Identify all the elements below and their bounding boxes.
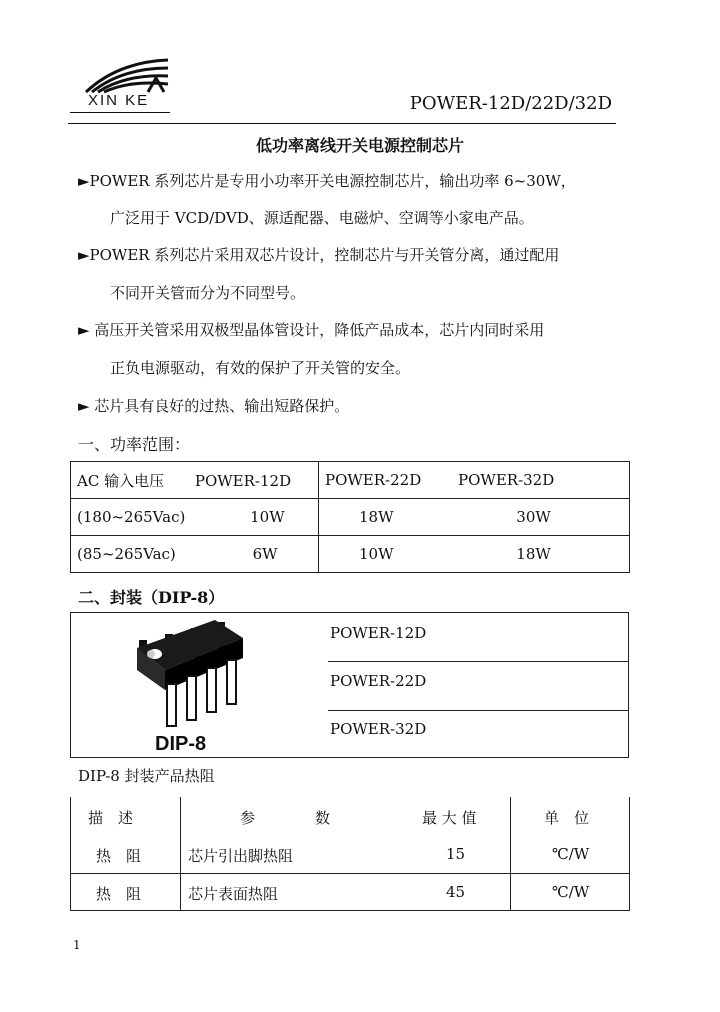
table-cell bbox=[71, 499, 319, 536]
logo-arc-icon bbox=[78, 52, 178, 96]
row-1-parameter: 芯片引出脚热阻 bbox=[188, 847, 294, 865]
row-value-12d: 6W bbox=[252, 545, 278, 563]
header-rule bbox=[68, 123, 616, 124]
row-1-description: 热 阻 bbox=[96, 847, 142, 865]
power-range-table bbox=[70, 461, 630, 573]
thermal-table bbox=[70, 797, 630, 911]
page-number: 1 bbox=[73, 938, 81, 952]
package-model-2: POWER-22D bbox=[330, 672, 427, 690]
row-value-22d: 10W bbox=[359, 545, 394, 563]
bullet-2-line-2: 不同开关管而分为不同型号。 bbox=[110, 284, 306, 302]
row-value-12d: 10W bbox=[250, 508, 285, 526]
row-2-max-value: 45 bbox=[446, 883, 466, 901]
table-cell bbox=[319, 462, 630, 499]
row-1-max-value: 15 bbox=[446, 845, 466, 863]
package-model-1: POWER-12D bbox=[330, 624, 427, 642]
section-power-range-heading: 一、功率范围： bbox=[78, 435, 191, 454]
row-value-32d: 30W bbox=[516, 508, 551, 526]
dip8-chip-image bbox=[125, 618, 255, 734]
table-header-row bbox=[71, 462, 630, 499]
package-divider bbox=[328, 612, 329, 758]
chip-label: DIP-8 bbox=[155, 733, 207, 755]
bullet-3-line-2: 正负电源驱动，有效的保护了开关管的安全。 bbox=[110, 359, 411, 377]
table-cell bbox=[71, 462, 319, 499]
header-max-value: 最 大 值 bbox=[422, 809, 477, 827]
package-row-divider bbox=[328, 710, 629, 711]
bullet-1-line-2: 广泛用于 VCD/DVD、源适配器、电磁炉、空调等小家电产品。 bbox=[110, 209, 534, 227]
header-unit: 单 位 bbox=[544, 809, 590, 827]
row-2-parameter: 芯片表面热阻 bbox=[188, 885, 279, 903]
bullet-2-line-1: ►POWER 系列芯片采用双芯片设计，控制芯片与开关管分离，通过配用 bbox=[78, 246, 560, 264]
logo-underline bbox=[70, 112, 170, 113]
bullet-4-line-1: ► 芯片具有良好的过热、输出短路保护。 bbox=[78, 397, 350, 415]
row-voltage: (85~265Vac) bbox=[77, 545, 176, 563]
package-model-3: POWER-32D bbox=[330, 720, 427, 738]
bullet-3-line-1: ► 高压开关管采用双极型晶体管设计，降低产品成本，芯片内同时采用 bbox=[78, 321, 545, 339]
package-row-divider bbox=[328, 661, 629, 662]
row-value-32d: 18W bbox=[516, 545, 551, 563]
row-voltage: (180~265Vac) bbox=[77, 508, 186, 526]
bullet-1-line-1: ►POWER 系列芯片是专用小功率开关电源控制芯片，输出功率 6~30W， bbox=[78, 172, 576, 190]
row-value-22d: 18W bbox=[359, 508, 394, 526]
table-row bbox=[71, 536, 630, 573]
header-power-32d: POWER-32D bbox=[458, 471, 555, 489]
header-ac-input: AC 输入电压 bbox=[77, 471, 165, 490]
document-title: POWER-12D/22D/32D bbox=[409, 93, 612, 114]
row-1-unit: ℃/W bbox=[552, 845, 590, 863]
section-package-heading: 二、封装（DIP-8） bbox=[78, 588, 225, 607]
header-power-12d: POWER-12D bbox=[194, 471, 292, 490]
row-2-description: 热 阻 bbox=[96, 885, 142, 903]
row-2-unit: ℃/W bbox=[552, 883, 590, 901]
table-cell bbox=[319, 499, 630, 536]
thermal-caption: DIP-8 封装产品热阻 bbox=[78, 767, 215, 785]
header-parameter: 参 数 bbox=[240, 809, 331, 827]
table-row bbox=[71, 499, 630, 536]
logo-text: XIN KE bbox=[88, 92, 150, 109]
header-power-22d: POWER-22D bbox=[325, 471, 422, 489]
page-title: 低功率离线开关电源控制芯片 bbox=[255, 136, 464, 155]
header-description: 描 述 bbox=[88, 809, 134, 827]
table-cell bbox=[71, 536, 319, 573]
table-cell bbox=[319, 536, 630, 573]
